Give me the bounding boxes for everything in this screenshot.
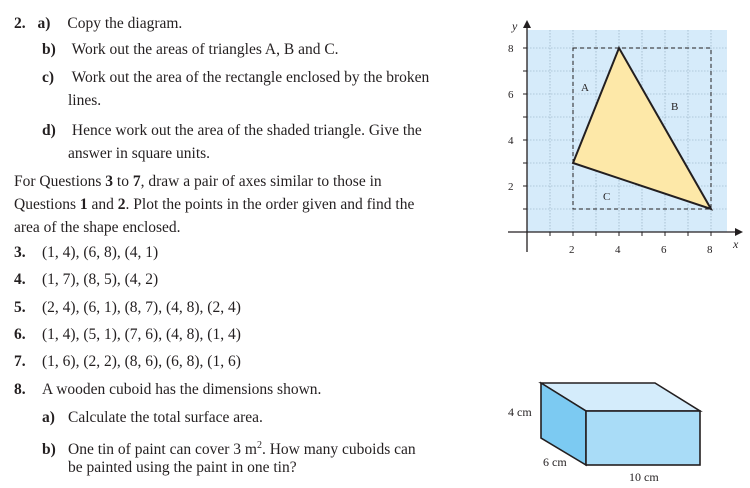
question-number: 3.	[14, 244, 26, 261]
region-label-a: A	[581, 82, 589, 94]
question-text: (1, 4), (6, 8), (4, 1)	[42, 244, 159, 261]
question-number: 4.	[14, 271, 26, 288]
y-tick-label: 6	[508, 89, 514, 101]
question-number: 8.	[14, 381, 26, 398]
intro-line-3: area of the shape enclosed.	[14, 219, 181, 236]
question-number: 6.	[14, 326, 26, 343]
part-label: b)	[42, 41, 56, 58]
text: 7	[132, 173, 141, 190]
height-label: 4 cm	[508, 405, 532, 419]
question-text: A wooden cuboid has the dimensions shown.	[42, 381, 322, 398]
question-number: 5.	[14, 299, 26, 316]
text: Questions	[14, 196, 80, 213]
q2-number: 2.	[14, 15, 26, 32]
text: . Plot the points in the order given and find the	[125, 196, 415, 213]
text: to	[113, 173, 133, 190]
text: , draw a pair of axes similar to those in	[140, 173, 382, 190]
question-number: 7.	[14, 353, 26, 370]
part-label: a)	[37, 15, 51, 32]
depth-label: 6 cm	[543, 455, 567, 469]
text: 2	[117, 196, 126, 213]
part-text-cont: answer in square units.	[68, 145, 211, 162]
part-text: Work out the area of the rectangle enclosed by the broken	[71, 69, 430, 86]
x-axis-label: x	[733, 237, 739, 251]
length-label: 10 cm	[629, 470, 659, 484]
region-label-c: C	[603, 191, 611, 203]
question-text: (1, 7), (8, 5), (4, 2)	[42, 271, 159, 288]
part-text: . How many cuboids can	[261, 441, 416, 459]
part-text: Copy the diagram.	[67, 15, 183, 32]
region-label-b: B	[671, 101, 679, 113]
part-text: Hence work out the area of the shaded triangle. Give the	[71, 122, 422, 139]
part-label: b)	[42, 441, 56, 459]
superscript: 2	[256, 440, 262, 451]
question-text: (1, 6), (2, 2), (8, 6), (6, 8), (1, 6)	[42, 353, 241, 370]
text: 3	[105, 173, 114, 190]
question-text: (1, 4), (5, 1), (7, 6), (4, 8), (1, 4)	[42, 326, 241, 343]
question-text: (2, 4), (6, 1), (8, 7), (4, 8), (2, 4)	[42, 299, 241, 316]
part-text: Calculate the total surface area.	[68, 409, 263, 426]
x-tick-label: 4	[615, 244, 621, 256]
part-label: c)	[42, 69, 55, 86]
part-text-cont: lines.	[68, 92, 102, 109]
y-axis-label: y	[512, 19, 518, 33]
part-label: d)	[42, 122, 56, 139]
text: 1	[79, 196, 88, 213]
text: and	[87, 196, 118, 213]
y-tick-label: 8	[508, 43, 514, 55]
y-tick-label: 4	[508, 135, 514, 147]
x-tick-label: 8	[707, 244, 713, 256]
part-text: One tin of paint can cover 3 m	[68, 441, 257, 459]
part-text-cont: be painted using the paint in one tin?	[68, 459, 297, 476]
y-tick-label: 2	[508, 181, 514, 193]
text: For Questions	[14, 173, 106, 190]
part-text: Work out the areas of triangles A, B and C.	[71, 41, 339, 58]
part-label: a)	[42, 409, 55, 426]
cuboid-front-face	[586, 411, 700, 465]
x-tick-label: 2	[569, 244, 575, 256]
x-tick-label: 6	[661, 244, 667, 256]
